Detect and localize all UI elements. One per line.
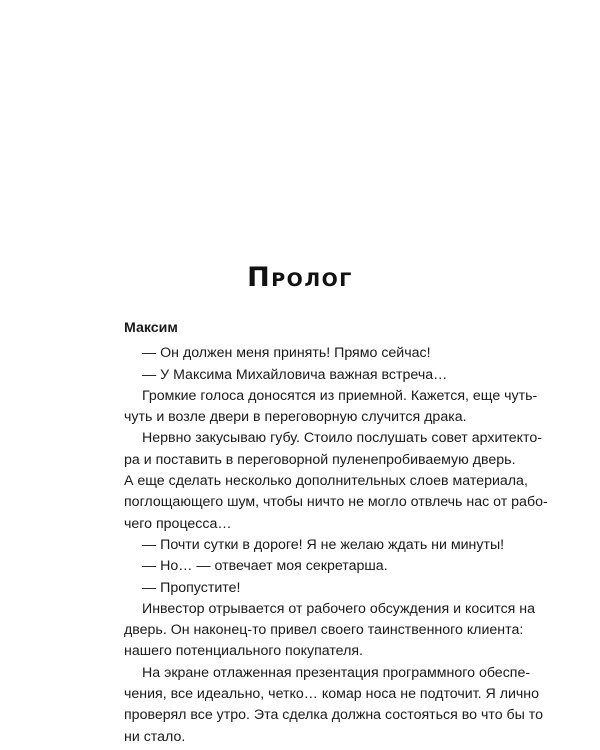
text-line: Инвестор отрывается от рабочего обсуждения и косится на bbox=[142, 600, 536, 617]
text-line: — У Максима Михайловича важная встреча… bbox=[142, 366, 448, 383]
text-line: — Почти сутки в дороге! Я не желаю ждать ни минуты! bbox=[142, 536, 505, 553]
text-line: нашего потенциального покупателя. bbox=[124, 643, 364, 660]
text-line: На экране отлаженная презентация программного обеспе- bbox=[142, 664, 531, 681]
text-line: чего процесса… bbox=[124, 515, 232, 532]
chapter-title: Пролог bbox=[247, 262, 353, 293]
text-line: Громкие голоса доносятся из приемной. Кажется, еще чуть- bbox=[142, 387, 538, 404]
chapter-body bbox=[124, 318, 548, 748]
text-line: ра и поставить в переговорной пуленепробиваемую дверь. bbox=[124, 451, 516, 468]
text-line: поглощающего шум, чтобы ничто не могло отвлечь нас от рабо- bbox=[124, 494, 548, 511]
text-line: А еще сделать несколько дополнительных слоев материала, bbox=[124, 473, 528, 490]
text-line: — Он должен меня принять! Прямо сейчас! bbox=[142, 345, 431, 362]
text-line: ни стало. bbox=[124, 728, 186, 745]
text-line: проверял все утро. Эта сделка должна состояться во что бы то bbox=[124, 707, 544, 724]
text-line: дверь. Он наконец-то привел своего таинственного клиента: bbox=[124, 622, 524, 639]
speaker-name: Максим bbox=[124, 320, 178, 336]
text-line: чения, все идеально, четко… комар носа не подточит. Я лично bbox=[124, 686, 540, 703]
text-line: — Но… — отвечает моя секретарша. bbox=[142, 558, 388, 575]
text-line: — Пропустите! bbox=[142, 579, 241, 596]
text-line: Нервно закусываю губу. Стоило послушать совет архитекто- bbox=[142, 430, 542, 447]
text-line: чуть и возле двери в переговорную случится драка. bbox=[124, 409, 467, 426]
